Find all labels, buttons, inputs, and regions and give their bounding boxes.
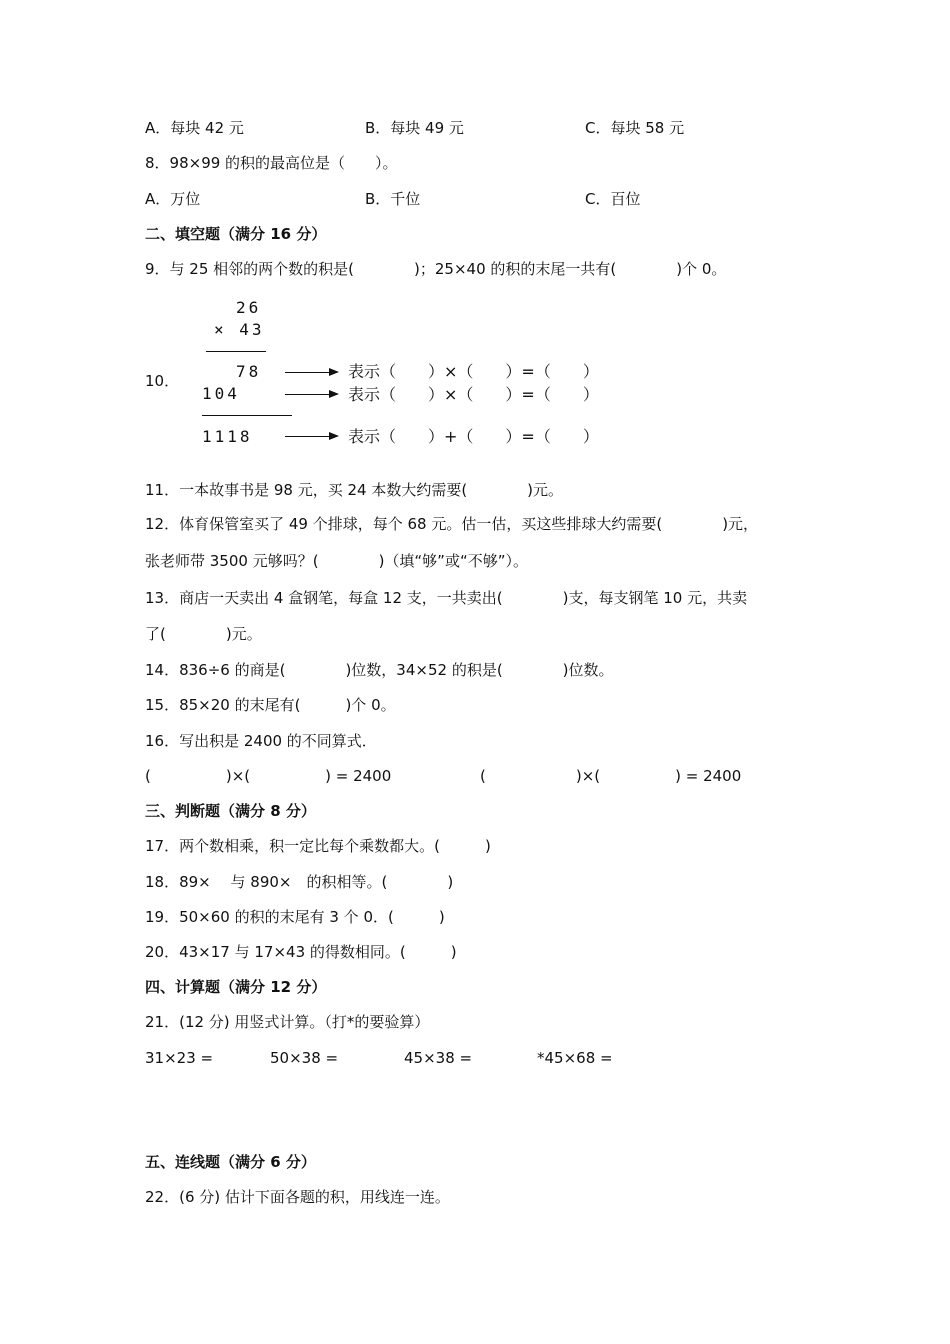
q10-explain-2: 表示（ ）×（ ）=（ ） (348, 385, 599, 404)
q12-line-1: 12．体育保管室买了 49 个排球，每个 68 元。估一估，买这些排球大约需要( )元， (145, 515, 759, 533)
q8-option-b: B．千位 (365, 190, 421, 208)
section-4-heading: 四、计算题（满分 12 分） (145, 978, 327, 996)
q8-option-a: A．万位 (145, 190, 201, 208)
q7-option-b: B．每块 49 元 (365, 119, 464, 137)
q10-arrow-2-icon (285, 394, 337, 395)
q11: 11．一本故事书是 98 元，买 24 本数大约需要( )元。 (145, 481, 564, 499)
q21-item-4: *45×68 = (537, 1049, 613, 1067)
q22: 22．(6 分) 估计下面各题的积，用线连一连。 (145, 1188, 450, 1206)
q10-number: 10． (145, 372, 180, 390)
q8-stem: 8．98×99 的积的最高位是（ ）。 (145, 154, 398, 172)
q7-option-c: C．每块 58 元 (585, 119, 685, 137)
q17: 17．两个数相乘，积一定比每个乘数都大。( ) (145, 837, 491, 855)
q21: 21．(12 分) 用竖式计算。（打*的要验算） (145, 1013, 430, 1031)
q13-line-1: 13．商店一天卖出 4 盒钢笔，每盒 12 支，一共卖出( )支，每支钢笔 10 元，共卖 (145, 589, 748, 607)
q10-arrow-1-icon (285, 372, 337, 373)
q10-multiplicand: 26 (236, 298, 262, 317)
q21-item-1: 31×23 = (145, 1049, 214, 1067)
q21-item-3: 45×38 = (404, 1049, 473, 1067)
q16-blank-1: ( )×( ) = 2400 (145, 767, 392, 785)
q10-sum: 1118 (202, 427, 253, 446)
q19: 19．50×60 的积的末尾有 3 个 0．( ) (145, 908, 445, 926)
q20: 20．43×17 与 17×43 的得数相同。( ) (145, 943, 457, 961)
q21-item-2: 50×38 = (270, 1049, 339, 1067)
q10-arrow-3-icon (285, 436, 337, 437)
q7-option-a: A．每块 42 元 (145, 119, 244, 137)
q9: 9．与 25 相邻的两个数的积是( )；25×40 的积的末尾一共有( )个 0。 (145, 260, 727, 278)
q8-option-c: C．百位 (585, 190, 641, 208)
q13-line-2: 了( )元。 (145, 625, 262, 643)
q16: 16．写出积是 2400 的不同算式． (145, 732, 377, 750)
q10-rule-1 (206, 351, 266, 352)
q10-partial-1: 78 (236, 362, 262, 381)
q12-line-2: 张老师带 3500 元够吗？( )（填“够”或“不够”）。 (145, 552, 529, 570)
q10-partial-2: 104 (202, 384, 240, 403)
section-3-heading: 三、判断题（满分 8 分） (145, 802, 316, 820)
q10-rule-2 (202, 415, 292, 416)
section-2-heading: 二、填空题（满分 16 分） (145, 225, 327, 243)
section-5-heading: 五、连线题（满分 6 分） (145, 1153, 316, 1171)
q18: 18．89× 与 890× 的积相等。( ) (145, 873, 454, 891)
q10-multiplier: × 43 (214, 320, 265, 339)
q16-blank-2: ( )×( ) = 2400 (480, 767, 742, 785)
q14: 14．836÷6 的商是( )位数，34×52 的积是( )位数。 (145, 661, 614, 679)
q15: 15．85×20 的末尾有( )个 0。 (145, 696, 396, 714)
q10-explain-1: 表示（ ）×（ ）=（ ） (348, 362, 599, 381)
q10-explain-3: 表示（ ）+（ ）=（ ） (348, 427, 599, 446)
